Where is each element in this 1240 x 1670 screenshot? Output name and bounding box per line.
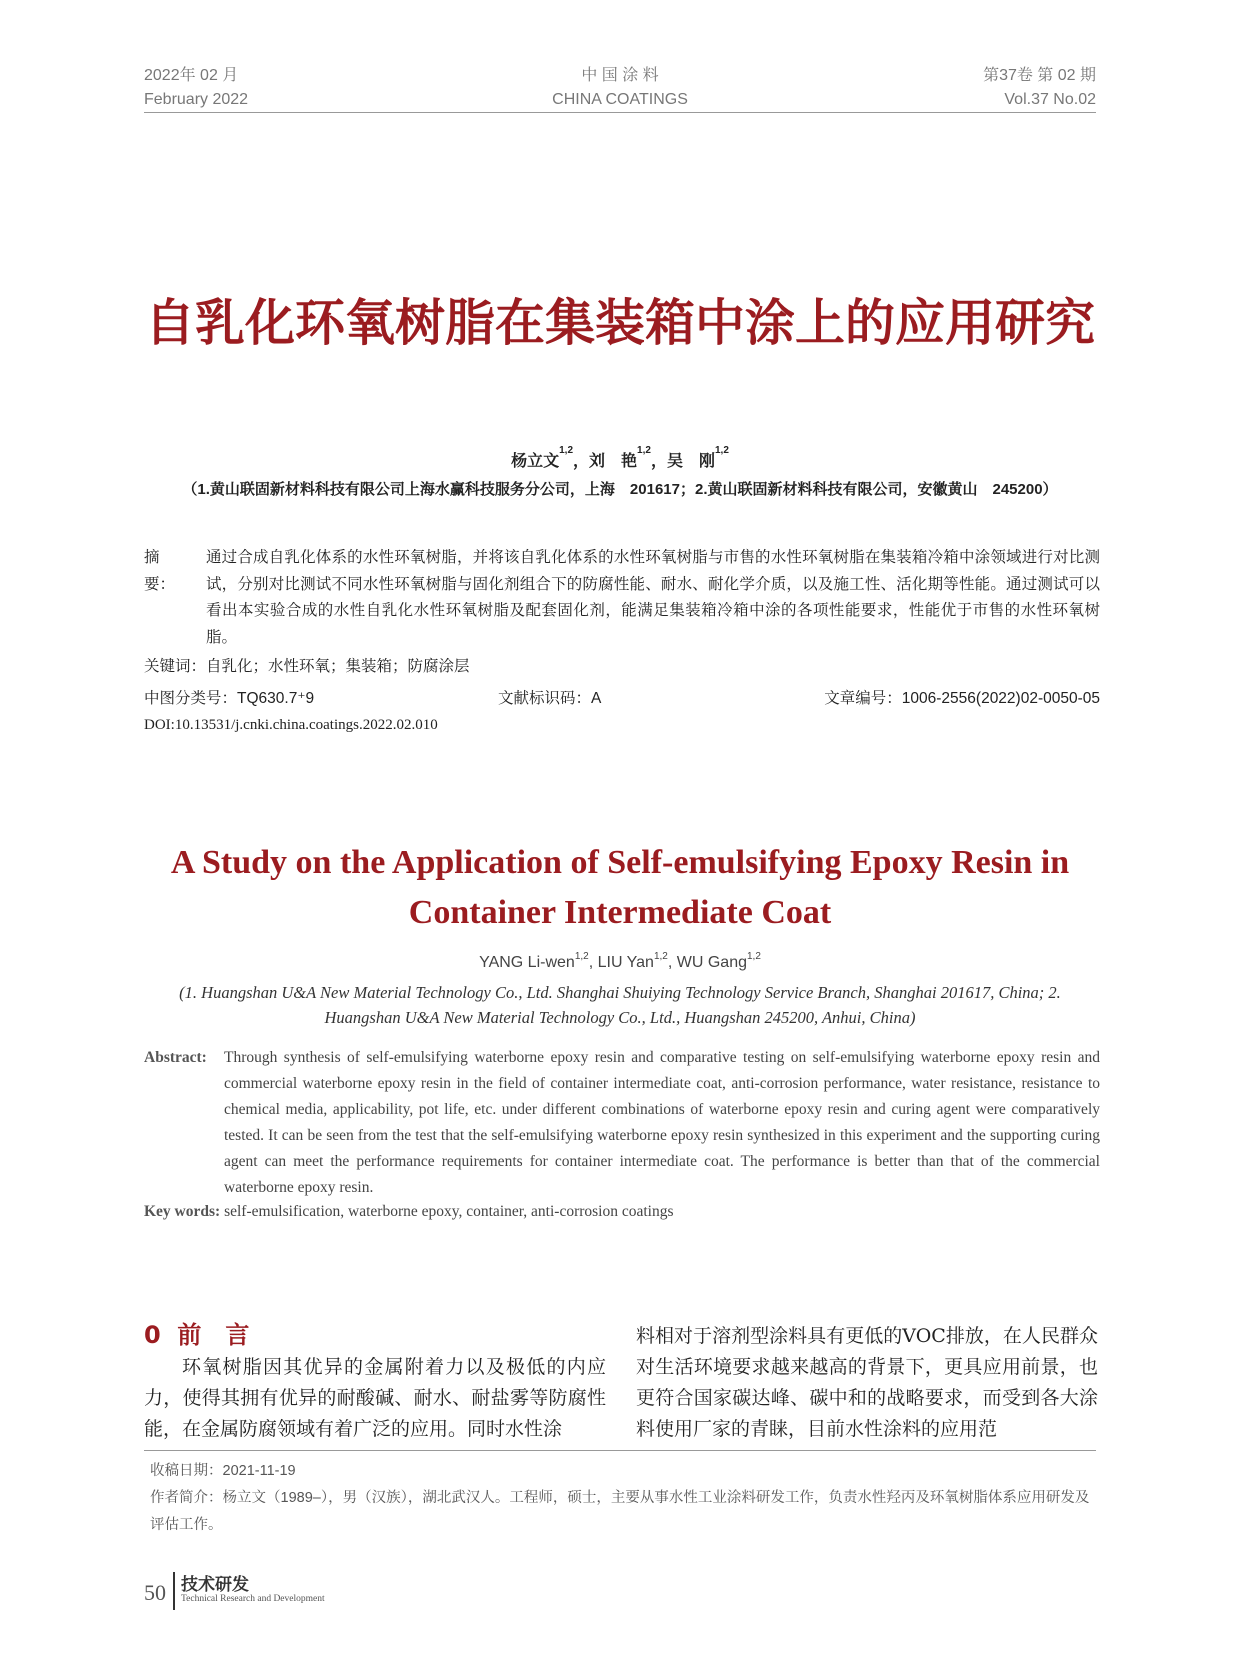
abstract-en-text: Through synthesis of self-emulsifying waterborne epoxy resin and comparative testing on self-emulsifying waterborne epoxy resin and commercial waterborne epoxy resin in the field of container intermediate coat, anti-corrosion performance, water resistance, resistance to chemical media, applicability, pot life, etc. under different combinations of waterborne epoxy resin and curing agent were comparatively tested. It can be seen from the test that the self-emulsifying waterborne epoxy resin synthesized in this experiment and the supporting curing agent can meet the performance requirements for container intermediate coat. The performance is better than that of the commercial waterborne epoxy resin. [224,1049,1100,1196]
title-cn: 自乳化环氧树脂在集装箱中涂上的应用研究 [145,294,1095,352]
affiliation-en: (1. Huangshan U&A New Material Technology Co., Ltd. Shanghai Shuiying Technology Service Branch, Shanghai 201617, China; 2. Huangshan U&A New Material Technology Co., Ltd., Huangshan 245200, Anhui, China) [179,983,1061,1027]
article-number: 文章编号：1006-2556(2022)02-0050-05 [824,690,1100,707]
section-heading [144,1315,249,1350]
author-cn-1: 杨立文 [511,453,560,470]
header-journal-en: CHINA COATINGS [552,91,688,108]
abstract-cn-label: 摘 要： [144,549,176,593]
document-code: 文献标识码：A [498,690,602,707]
authors-cn [0,445,1240,471]
header-divider [144,112,1096,113]
received-date: 收稿日期：2021-11-19 [150,1463,296,1479]
author-cn-3-affil: 1,2 [714,445,729,456]
title-en: A Study on the Application of Self-emulsifying Epoxy Resin in Container Intermediate Coat [170,844,1070,931]
author-en-1-sep: , [588,954,598,971]
clc-number: 中图分类号：TQ630.7⁺9 [144,690,315,707]
body-left-column: 环氧树脂因其优异的金属附着力以及极低的内应力，使得其拥有优异的耐酸碱、耐水、耐盐雾等防腐性能，在金属防腐领域有着广泛的应用。同时水性涂 [144,1356,606,1440]
author-cn-3: 吴 刚 [666,453,715,470]
section-title: 前 言 [177,1321,250,1349]
footer-bar [173,1572,175,1610]
keywords-en-label: Key words: [144,1203,221,1220]
author-en-3: WU Gang [676,954,747,971]
author-cn-1-affil: 1,2 [559,445,574,456]
author-cn-1-sep: ， [573,453,590,470]
doi: DOI:10.13531/j.cnki.china.coatings.2022.02.010 [144,717,438,733]
header-volume-cn: 第37卷 第 02 期 [983,67,1096,84]
abstract-en-label: Abstract: [144,1049,207,1066]
author-cn-2: 刘 艳 [589,453,638,470]
header-date-en: February 2022 [144,91,249,108]
footnote-divider [144,1450,1096,1451]
header-date-cn: 2022年 02 月 [144,67,239,84]
author-en-2-sep: , [667,954,677,971]
author-en-3-affil: 1,2 [747,951,761,962]
author-cn-2-affil: 1,2 [637,445,651,456]
header-right [983,64,1096,112]
page-number: 50 [144,1580,166,1605]
affiliation-cn: （1.黄山联固新材料科技有限公司上海水赢科技服务分公司，上海 201617；2.黄山联固新材料科技有限公司，安徽黄山 245200） [182,481,1058,498]
abstract-cn [144,545,1100,651]
abstract-cn-text: 通过合成自乳化体系的水性环氧树脂，并将该自乳化体系的水性环氧树脂与市售的水性环氧树脂在集装箱冷箱中涂领域进行对比测试，分别对比测试不同水性环氧树脂与固化剂组合下的防腐性能、耐水、耐化学介质，以及施工性、活化期等性能。通过测试可以看出本实验合成的水性自乳化水性环氧树脂及配套固化剂，能满足集装箱冷箱中涂的各项性能要求，性能优于市售的水性环氧树脂。 [206,549,1100,646]
author-en-2-affil: 1,2 [653,951,668,962]
author-bio: 作者简介：杨立文（1989–），男（汉族），湖北武汉人。工程师，硕士，主要从事水性工业涂料研发工作，负责水性羟丙及环氧树脂体系应用研发及评估工作。 [150,1490,1090,1533]
header-journal-cn: 中 国 涂 料 [581,67,659,84]
author-cn-2-sep: ， [650,453,667,470]
header-volume-en: Vol.37 No.02 [1004,91,1096,108]
keywords-en [144,1203,674,1221]
author-en-1: YANG Li-wen [479,954,575,971]
keywords-en-text: self-emulsification, waterborne epoxy, container, anti-corrosion coatings [224,1203,674,1220]
authors-en [0,951,1240,972]
keywords-cn: 关键词：自乳化；水性环氧；集装箱；防腐涂层 [144,658,470,675]
footnotes [150,1458,1096,1539]
body-right-column: 料相对于溶剂型涂料具有更低的VOC排放，在人民群众对生活环境要求越来越高的背景下，更具应用前景，也更符合国家碳达峰、碳中和的战略要求，而受到各大涂料使用厂家的青睐，目前水性涂料的应用范 [636,1325,1098,1440]
abstract-en [144,1045,1100,1201]
section-number: 0 [144,1321,161,1349]
footer-section-en: Technical Research and Development [181,1594,325,1604]
author-en-2: LIU Yan [597,954,654,971]
footer-section-cn: 技术研发 [181,1575,249,1594]
author-en-1-affil: 1,2 [574,951,589,962]
